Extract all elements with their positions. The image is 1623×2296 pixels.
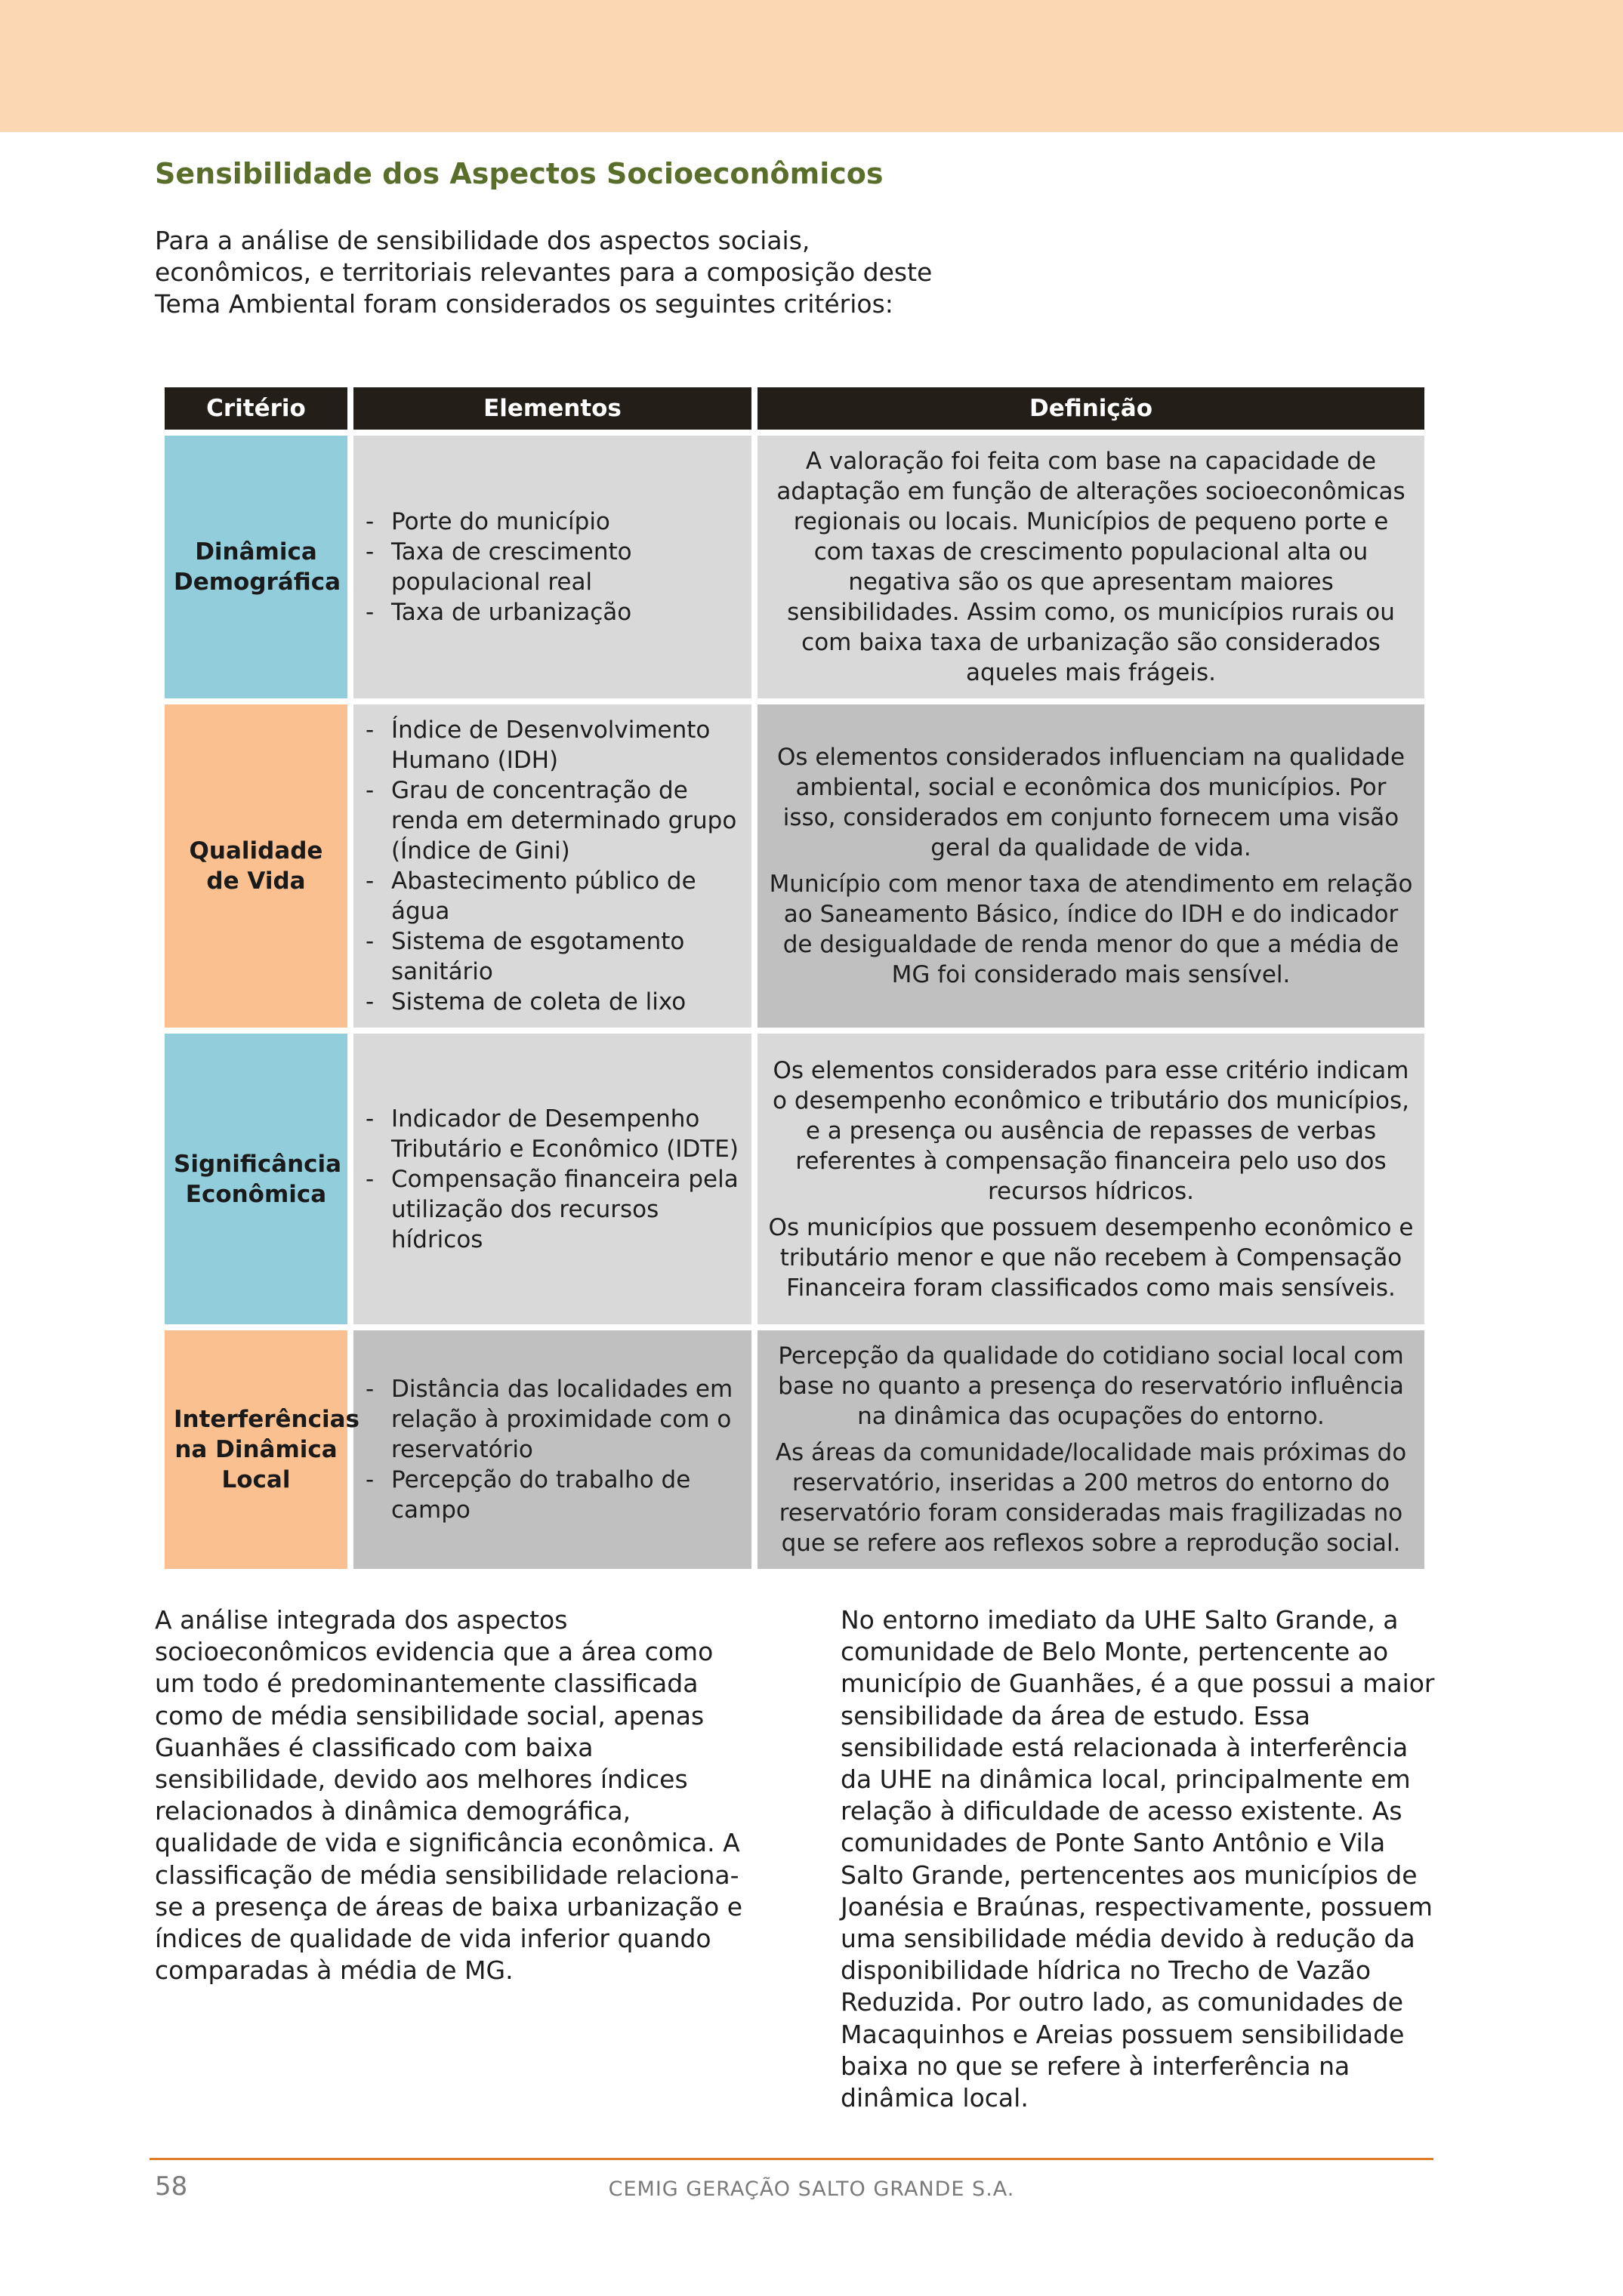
elements-cell xyxy=(353,704,751,1028)
elements-list xyxy=(363,715,742,1017)
criterion-cell: Dinâmica Demográfica xyxy=(165,436,347,698)
criterion-cell: Qualidade de Vida xyxy=(165,704,347,1028)
list-item: - Sistema de coleta de lixo xyxy=(363,987,742,1017)
footer-company-name: CEMIG GERAÇÃO SALTO GRANDE S.A. xyxy=(608,2177,1015,2201)
intro-paragraph: Para a análise de sensibilidade dos aspectos sociais, econômicos, e territoriais relevantes para a composição deste Tema Ambiental foram considerados os seguintes critérios: xyxy=(155,226,933,319)
list-item: - Compensação financeira pela utilização dos recursos hídricos xyxy=(363,1164,742,1255)
footer-rule xyxy=(150,2158,1433,2160)
list-item: - Abastecimento público de água xyxy=(363,866,742,926)
definition-paragraph: Os municípios que possuem desempenho econômico e tributário menor e que não recebem à Compensação Financeira foram classificados como mais sensíveis. xyxy=(768,1213,1414,1302)
header-elementos: Elementos xyxy=(353,387,751,430)
table-header-row xyxy=(165,387,1424,430)
criteria-table xyxy=(159,381,1430,1575)
list-item: - Taxa de crescimento populacional real xyxy=(363,537,742,597)
criterion-cell: Significância Econômica xyxy=(165,1034,347,1324)
section-title: Sensibilidade dos Aspectos Socioeconômicos xyxy=(155,157,884,190)
definition-paragraph: Município com menor taxa de atendimento em relação ao Saneamento Básico, índice do IDH e do indicador de desigualdade de renda menor do que a média de MG foi considerado mais sensível. xyxy=(769,871,1413,988)
list-item: - Percepção do trabalho de campo xyxy=(363,1465,742,1525)
elements-cell xyxy=(353,1034,751,1324)
elements-cell xyxy=(353,1330,751,1569)
definition-paragraph: Os elementos considerados influenciam na qualidade ambiental, social e econômica dos municípios. Por isso, considerados em conjunto fornecem uma visão geral da qualidade de vida. xyxy=(776,744,1405,861)
list-item: - Índice de Desenvolvimento Humano (IDH) xyxy=(363,715,742,775)
table-row xyxy=(165,1330,1424,1569)
list-item: - Taxa de urbanização xyxy=(363,597,742,627)
definition-paragraph: Os elementos considerados para esse critério indicam o desempenho econômico e tributário dos municípios, e a presença ou ausência de repasses de verbas referentes à compensação financeira pelo uso dos recursos hídricos. xyxy=(773,1056,1409,1205)
top-color-band xyxy=(0,0,1623,132)
body-paragraph-left: A análise integrada dos aspectos socioeconômicos evidencia que a área como um todo é predominantemente classificada como de média sensibilidade social, apenas Guanhães é classificado com baixa sensibilidade, devido aos melhores índices relacionados à dinâmica demográfica, qualidade de vida e significância econômica. A classificação de média sensibilidade relaciona-se a presença de áreas de baixa urbanização e índices de qualidade de vida inferior quando comparadas à média de MG. xyxy=(155,1605,743,1986)
list-item: - Grau de concentração de renda em determinado grupo (Índice de Gini) xyxy=(363,775,742,866)
definition-paragraph: As áreas da comunidade/localidade mais próximas do reservatório, inseridas a 200 metros do entorno do reservatório foram consideradas mais fragilizadas no que se refere aos reflexos sobre a reprodução social. xyxy=(775,1439,1407,1557)
definition-cell xyxy=(758,1034,1424,1324)
page-number: 58 xyxy=(155,2171,188,2202)
definition-paragraph: A valoração foi feita com base na capacidade de adaptação em função de alterações socioeconômicas regionais ou locais. Municípios de pequeno porte e com taxas de crescimento populacional alta ou negativa são os que apresentam maiores sensibilidades. Assim como, os municípios rurais ou com baixa taxa de urbanização são considerados aqueles mais frágeis. xyxy=(776,448,1405,686)
list-item: - Porte do município xyxy=(363,507,742,537)
elements-list xyxy=(363,507,742,627)
definition-cell xyxy=(758,1330,1424,1569)
elements-list xyxy=(363,1374,742,1525)
table-row xyxy=(165,704,1424,1028)
header-definicao: Definição xyxy=(758,387,1424,430)
table-row xyxy=(165,1034,1424,1324)
elements-list xyxy=(363,1104,742,1255)
definition-cell xyxy=(758,704,1424,1028)
header-criterio: Critério xyxy=(165,387,347,430)
definition-cell xyxy=(758,436,1424,698)
list-item: - Distância das localidades em relação à proximidade com o reservatório xyxy=(363,1374,742,1465)
body-paragraph-right: No entorno imediato da UHE Salto Grande, a comunidade de Belo Monte, pertencente ao município de Guanhães, é a que possui a maior sensibilidade da área de estudo. Essa sensibilidade está relacionada à interferência da UHE na dinâmica local, principalmente em relação à dificuldade de acesso existente. As comunidades de Ponte Santo Antônio e Vila Salto Grande, pertencentes aos municípios de Joanésia e Braúnas, respectivamente, possuem uma sensibilidade média devido à redução da disponibilidade hídrica no Trecho de Vazão Reduzida. Por outro lado, as comunidades de Macaquinhos e Areias possuem sensibilidade baixa no que se refere à interferência na dinâmica local. xyxy=(841,1605,1435,2113)
criterion-cell: Interferências na Dinâmica Local xyxy=(165,1330,347,1569)
list-item: - Indicador de Desempenho Tributário e Econômico (IDTE) xyxy=(363,1104,742,1164)
list-item: - Sistema de esgotamento sanitário xyxy=(363,926,742,987)
definition-paragraph: Percepção da qualidade do cotidiano social local com base no quanto a presença do reservatório influência na dinâmica das ocupações do entorno. xyxy=(778,1342,1404,1430)
table-row xyxy=(165,436,1424,698)
elements-cell xyxy=(353,436,751,698)
